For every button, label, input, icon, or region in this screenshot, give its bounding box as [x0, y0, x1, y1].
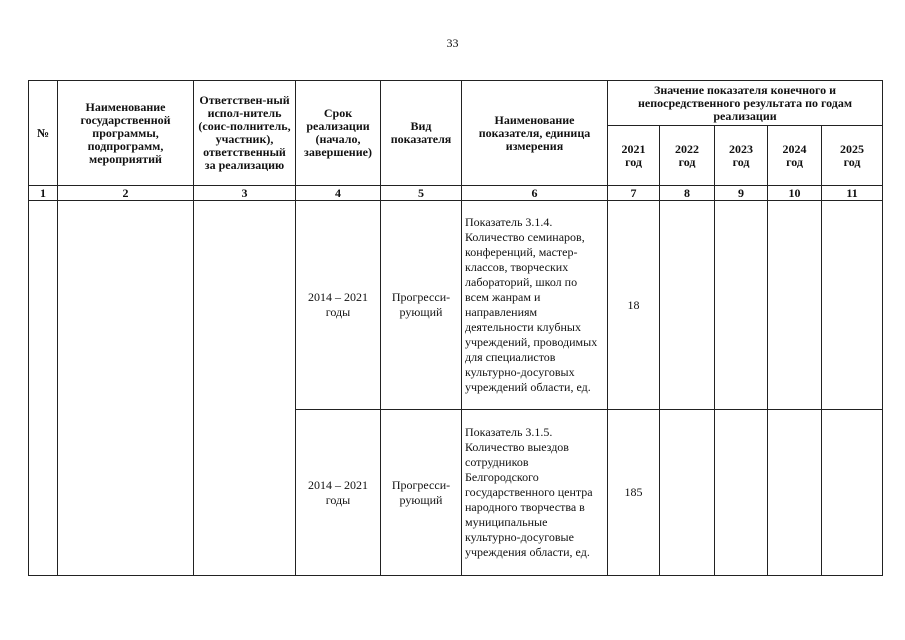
column-number: 3	[194, 186, 296, 201]
header-responsible: Ответствен-ный испол-нитель (соис-полнитель, участник), ответственный за реализацию	[194, 81, 296, 186]
header-indicator-name: Наименование показателя, единица измерения	[462, 81, 608, 186]
value-2024-cell	[768, 410, 822, 576]
indicators-table	[28, 80, 883, 576]
value-2025-cell	[822, 201, 883, 410]
header-values-group: Значение показателя конечного и непосредственного результата по годам реализации	[608, 81, 883, 126]
year-label: 2023	[729, 141, 753, 156]
header-year-2024	[768, 126, 822, 186]
column-number: 6	[462, 186, 608, 201]
value-2024-cell	[768, 201, 822, 410]
value-2021-cell: 18	[608, 201, 660, 410]
column-number: 5	[381, 186, 462, 201]
year-unit: год	[786, 154, 803, 169]
year-label: 2024	[782, 141, 807, 156]
header-year-2025	[822, 126, 883, 186]
column-number: 4	[296, 186, 381, 201]
header-year-2023	[715, 126, 768, 186]
indicator-type-cell: Прогресси-рующий	[381, 410, 462, 576]
value-2023-cell	[715, 410, 768, 576]
period-cell: 2014 – 2021 годы	[296, 410, 381, 576]
header-program: Наименование государственной программы, подпрограмм, мероприятий	[58, 81, 194, 186]
period-cell: 2014 – 2021 годы	[296, 201, 381, 410]
header-year-2022	[660, 126, 715, 186]
value-2023-cell	[715, 201, 768, 410]
value-2021-cell: 185	[608, 410, 660, 576]
year-unit: год	[678, 154, 696, 169]
column-number: 7	[608, 186, 660, 201]
column-number: 11	[822, 186, 883, 201]
value-2025-cell	[822, 410, 883, 576]
column-number: 8	[660, 186, 715, 201]
column-number: 1	[29, 186, 58, 201]
value-2022-cell	[660, 201, 715, 410]
header-number: №	[29, 81, 58, 186]
indicator-name-cell: Показатель 3.1.4. Количество семинаров, конференций, мастер-классов, творческих лабораторий, школ по всем жанрам и направлениям деятельности клубных учреждений, проводимых для специалистов культурно-досуговых учреждений области, ед.	[462, 201, 608, 410]
indicator-name-cell: Показатель 3.1.5. Количество выездов сотрудников Белгородского государственного центра народного творчества в муниципальные культурно-досуговые учреждения области, ед.	[462, 410, 608, 576]
header-indicator-type: Вид показателя	[381, 81, 462, 186]
column-number: 10	[768, 186, 822, 201]
header-period: Срок реализации (начало, завершение)	[296, 81, 381, 186]
value-2022-cell	[660, 410, 715, 576]
column-number: 2	[58, 186, 194, 201]
indicator-type-cell: Прогресси-рующий	[381, 201, 462, 410]
year-label: 2022	[675, 141, 699, 156]
year-unit: год	[732, 154, 750, 169]
year-unit: год	[625, 154, 642, 169]
row-number-cell	[29, 201, 58, 576]
column-number-row	[29, 186, 883, 201]
page-number: 33	[446, 36, 459, 50]
year-label: 2025	[840, 141, 865, 156]
header-year-2021	[608, 126, 660, 186]
responsible-cell	[194, 201, 296, 576]
year-label: 2021	[621, 141, 646, 156]
year-unit: год	[843, 154, 861, 169]
program-cell	[58, 201, 194, 576]
column-number: 9	[715, 186, 768, 201]
table-row	[29, 201, 883, 410]
